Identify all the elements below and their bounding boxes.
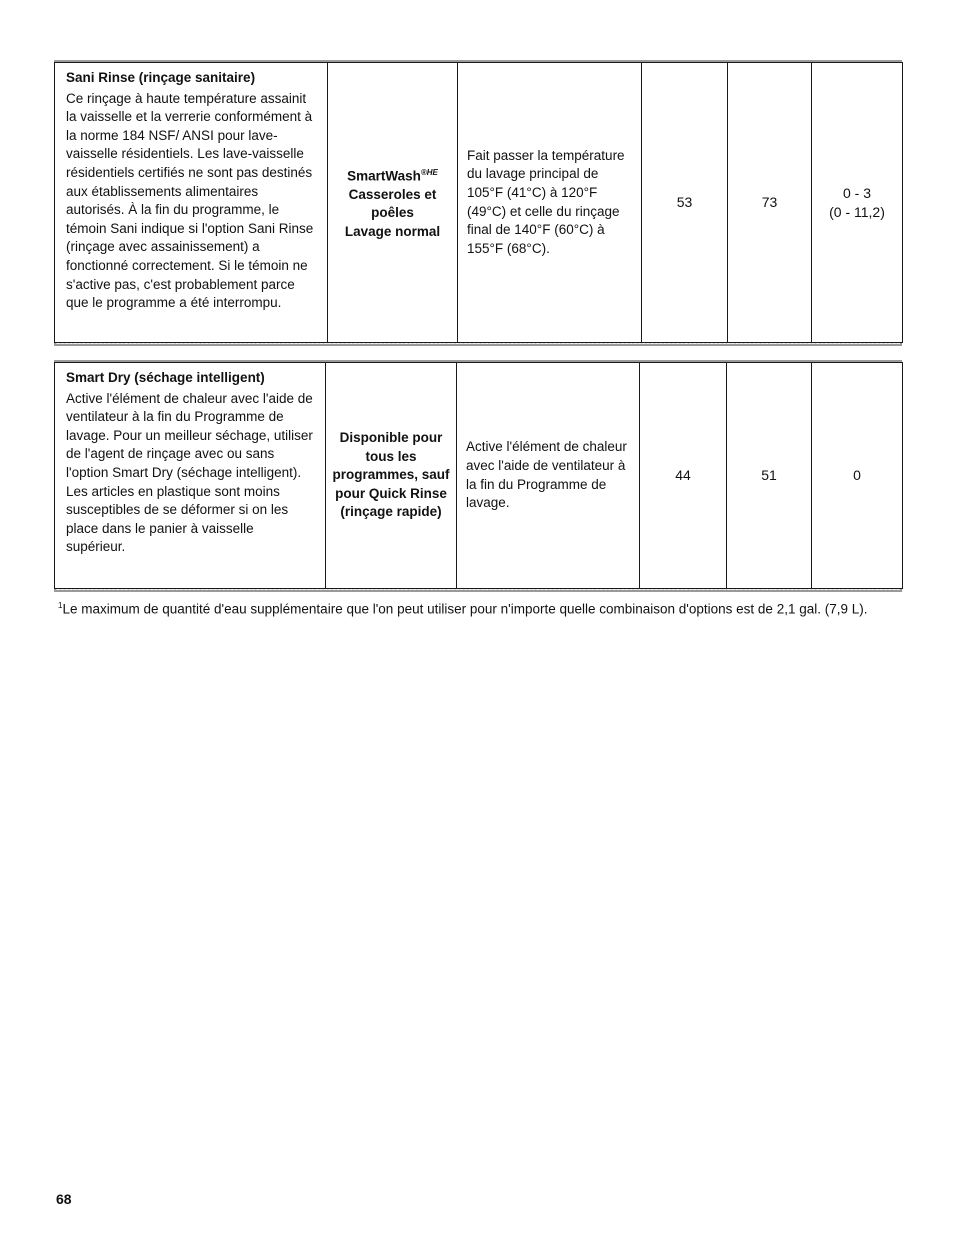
- value-cell-1: 53: [642, 63, 728, 343]
- page-number: 68: [56, 1191, 72, 1207]
- option-title: Smart Dry (séchage intelligent): [66, 370, 265, 385]
- cycle-brand-superscript: ®HE: [420, 167, 438, 177]
- option-description: Ce rinçage à haute température assainit la vaisselle et la verrerie conformément à la norme 184 NSF/ ANSI pour lave-vaisselle résidentiels. Les lave-vaisselle résidentiels certifiés ne sont pas destinés aux établissements alimentaires autorisés. À la fin du programme, le témoin Sani indique si l'option Sani Rinse (rinçage avec assainissement) a fonctionné correctement. Si le témoin ne s'active pas, c'est probablement parce que le programme a été interrompu.: [66, 90, 314, 311]
- value-cell-2: 51: [727, 363, 812, 589]
- option-table-smart-dry: [54, 362, 903, 589]
- table-row: [55, 363, 903, 589]
- table-row: [55, 63, 903, 343]
- value-cell-3: [812, 63, 903, 343]
- cycle-name: Lavage normal: [344, 223, 441, 239]
- option-table-sani-rinse: [54, 62, 903, 343]
- footnote-mark: 1: [58, 601, 63, 610]
- footnote-text: Le maximum de quantité d'eau supplémentaire que l'on peut utiliser pour n'importe quelle combinaison d'options est de 2,1 gal. (7,9 L).: [62, 601, 868, 617]
- option-title: Sani Rinse (rinçage sanitaire): [66, 70, 256, 85]
- footnote: [58, 596, 878, 619]
- value-range: 0 - 3: [842, 184, 871, 201]
- cycles-cell: Disponible pour tous les programmes, sauf pour Quick Rinse (rinçage rapide): [326, 363, 457, 589]
- value-range-metric: (0 - 11,2): [829, 203, 885, 220]
- cycle-brand: SmartWash$^{®HE}$: [347, 167, 438, 184]
- cycles-cell: [328, 63, 458, 343]
- cycle-name: Casseroles et poêles: [348, 186, 437, 221]
- option-description-cell: [55, 363, 326, 589]
- value-cell-2: 73: [728, 63, 812, 343]
- value-cell-3: 0: [812, 363, 903, 589]
- value-cell-1: 44: [640, 363, 727, 589]
- option-description: Active l'élément de chaleur avec l'aide de ventilateur à la fin du Programme de lavage. Pour un meilleur séchage, utiliser de l'agent de rinçage avec ou sans l'option Smart Dry (séchage intelligent). Les articles en plastique sont moins susceptibles de se déformer si on les place dans le panier à vaisselle supérieur.: [66, 390, 313, 555]
- option-effect: Fait passer la température du lavage principal de 105°F (41°C) à 120°F (49°C) et celle du rinçage final de 140°F (60°C) à 155°F (68°C).: [458, 63, 642, 343]
- option-effect: Active l'élément de chaleur avec l'aide de ventilateur à la fin du Programme de lavage.: [457, 363, 640, 589]
- option-description-cell: [55, 63, 328, 343]
